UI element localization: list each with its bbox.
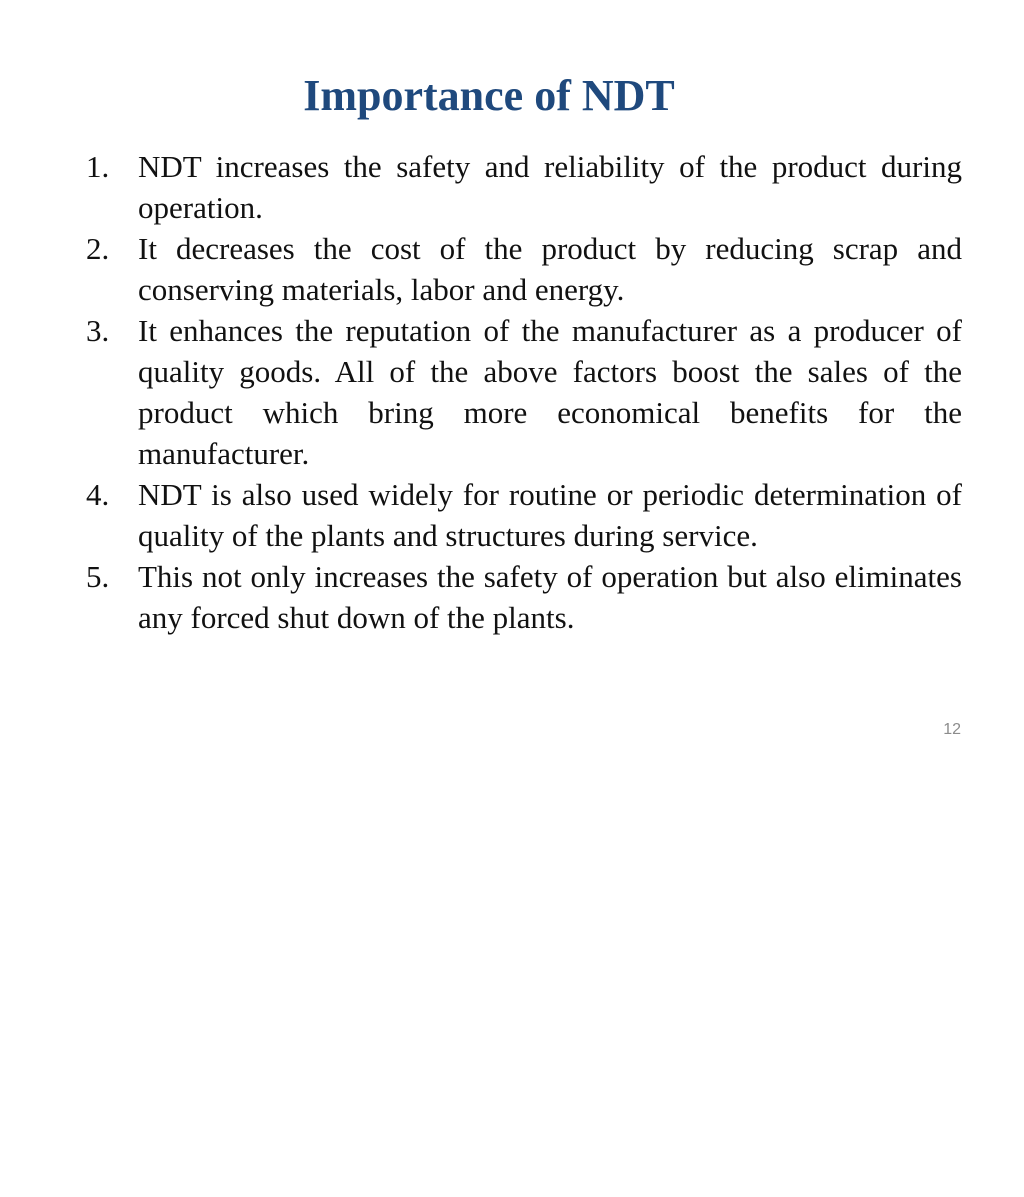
list-item-text: NDT is also used widely for routine or periodic determination of quality of the plants and structures during service. (138, 477, 962, 553)
list-item-text: NDT increases the safety and reliability of the product during operation. (138, 149, 962, 225)
list-item-text: It enhances the reputation of the manufacturer as a producer of quality goods. All of the above factors boost the sales of the product which bring more economical benefits for the manufacturer. (138, 313, 962, 471)
list-item (86, 556, 962, 638)
list-item-number: 4. (86, 477, 110, 512)
list-item-number: 3. (86, 313, 110, 348)
page-number: 12 (943, 721, 961, 738)
slide-title: Importance of NDT (303, 71, 675, 120)
list-item-number: 2. (86, 231, 110, 266)
list-item-number: 5. (86, 559, 110, 594)
list-item (86, 310, 962, 474)
list-item (86, 146, 962, 228)
list-item (86, 228, 962, 310)
list-item-text: This not only increases the safety of operation but also eliminates any forced shut down of the plants. (138, 559, 962, 635)
numbered-list (86, 146, 962, 638)
list-item-number: 1. (86, 149, 110, 184)
list-item-text: It decreases the cost of the product by reducing scrap and conserving materials, labor and energy. (138, 231, 962, 307)
list-item (86, 474, 962, 556)
